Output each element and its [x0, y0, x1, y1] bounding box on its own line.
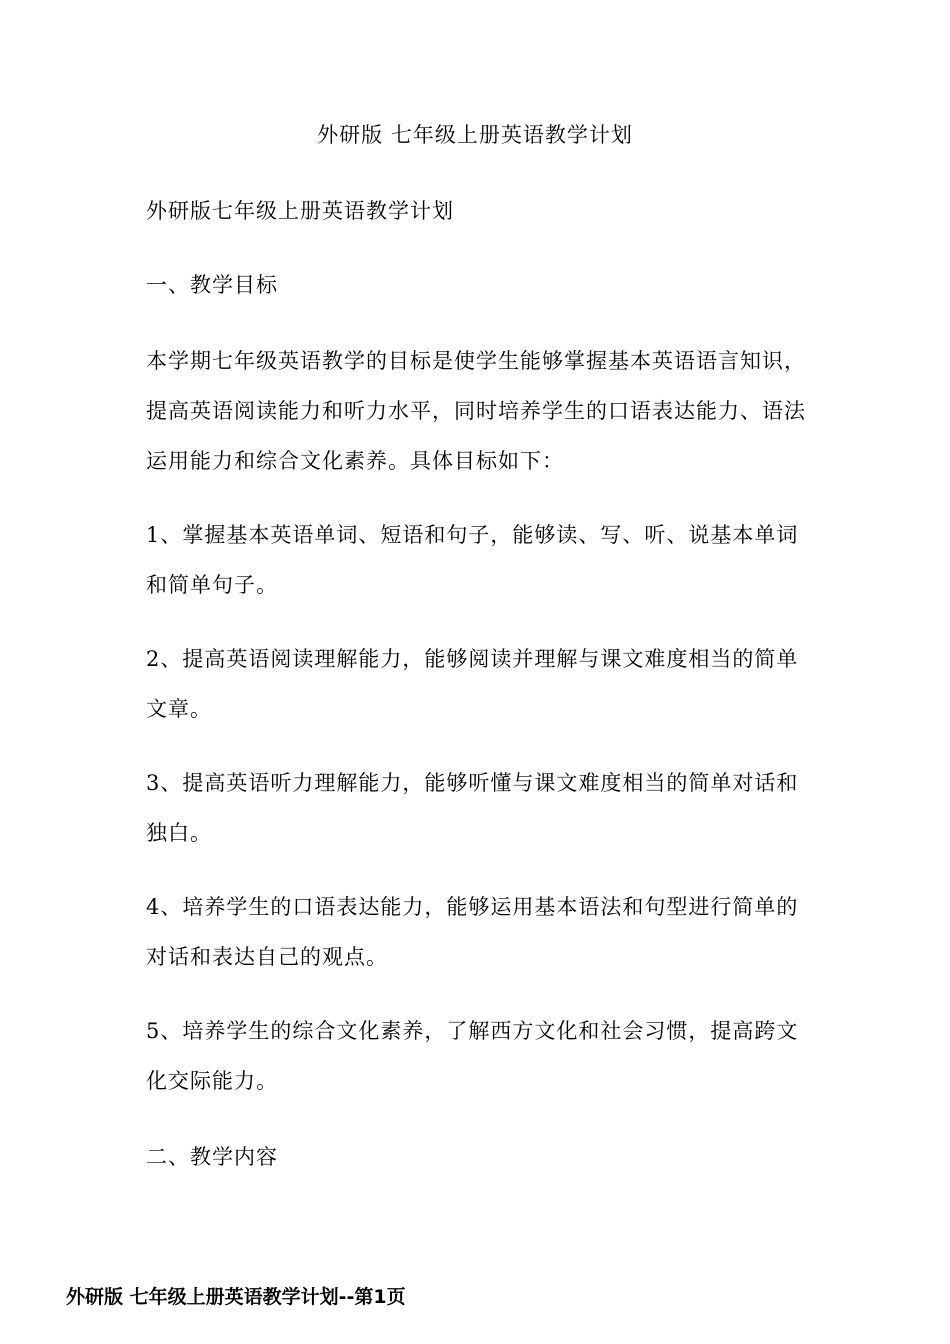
objective-item-4: 4、培养学生的口语表达能力，能够运用基本语法和句型进行简单的对话和表达自己的观点。: [146, 895, 799, 969]
objective-item-2: 2、提高英语阅读理解能力，能够阅读并理解与课文难度相当的简单文章。: [146, 647, 799, 721]
objective-item-5: 5、培养学生的综合文化素养，了解西方文化和社会习惯，提高跨文化交际能力。: [146, 1019, 799, 1093]
objective-item-1: 1、掌握基本英语单词、短语和句子，能够读、写、听、说基本单词和简单句子。: [146, 523, 799, 597]
page-footer: 外研版 七年级上册英语教学计划--第1页: [66, 1286, 406, 1308]
section-heading-content: 二、教学内容: [146, 1145, 278, 1169]
section-heading-objectives: 一、教学目标: [146, 273, 278, 297]
objective-item-3: 3、提高英语听力理解能力，能够听懂与课文难度相当的简单对话和独白。: [146, 771, 799, 845]
subtitle-paragraph: 外研版七年级上册英语教学计划: [146, 199, 454, 223]
objectives-intro-paragraph: 本学期七年级英语教学的目标是使学生能够掌握基本英语语言知识，提高英语阅读能力和听力水平，同时培养学生的口语表达能力、语法运用能力和综合文化素养。具体目标如下：: [146, 349, 806, 473]
document-title: 外研版 七年级上册英语教学计划: [317, 123, 633, 147]
